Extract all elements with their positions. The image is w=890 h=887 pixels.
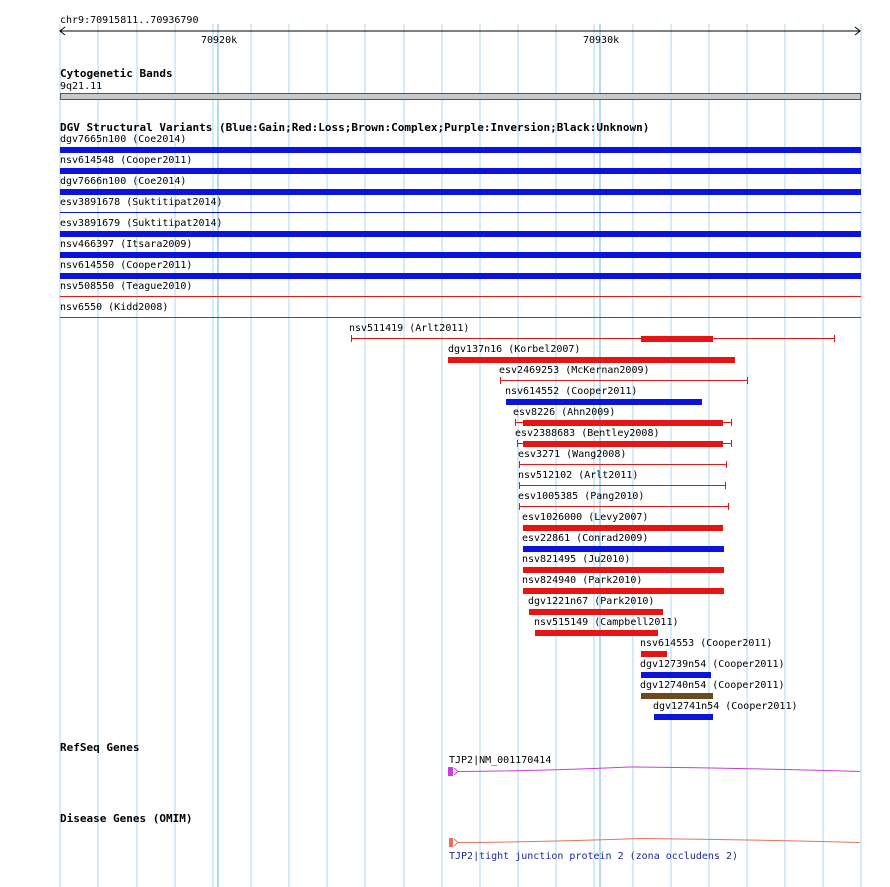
dgv-feature-cap-start[interactable]	[519, 482, 520, 489]
dgv-feature-line[interactable]	[519, 464, 726, 465]
dgv-feature-bar[interactable]	[506, 399, 702, 405]
dgv-feature-label: nsv515149 (Campbell2011)	[534, 617, 679, 628]
dgv-feature-label: nsv6550 (Kidd2008)	[60, 302, 169, 313]
dgv-feature-label: esv2388683 (Bentley2008)	[515, 428, 660, 439]
omim-gene-model[interactable]	[440, 835, 865, 851]
dgv-feature-line[interactable]	[519, 506, 728, 507]
ruler-tick-label-2: 70930k	[583, 35, 620, 46]
dgv-feature-bar[interactable]	[535, 630, 658, 636]
dgv-feature-bar[interactable]	[641, 336, 713, 342]
dgv-feature-line[interactable]	[351, 338, 834, 339]
dgv-feature-bar[interactable]	[523, 420, 723, 426]
dgv-feature-bar[interactable]	[654, 714, 713, 720]
dgv-feature-line[interactable]	[60, 296, 861, 297]
ruler-position-label: chr9:70915811..70936790	[60, 15, 199, 26]
dgv-feature-bar[interactable]	[523, 525, 723, 531]
dgv-feature-bar[interactable]	[523, 567, 724, 573]
refseq-gene-label[interactable]: TJP2|NM_001170414	[449, 755, 552, 766]
dgv-feature-label: esv8226 (Ahn2009)	[513, 407, 616, 418]
dgv-feature-bar[interactable]	[60, 231, 861, 237]
dgv-feature-bar[interactable]	[448, 357, 735, 363]
dgv-feature-cap-start[interactable]	[519, 503, 520, 510]
dgv-feature-bar[interactable]	[60, 189, 861, 195]
dgv-feature-label: esv3891678 (Suktitipat2014)	[60, 197, 223, 208]
dgv-feature-label: nsv824940 (Park2010)	[522, 575, 643, 586]
dgv-feature-label: nsv614550 (Cooper2011)	[60, 260, 193, 271]
dgv-feature-bar[interactable]	[60, 252, 861, 258]
dgv-feature-label: nsv511419 (Arlt2011)	[349, 323, 470, 334]
dgv-feature-cap-start[interactable]	[351, 335, 352, 342]
dgv-feature-cap-end[interactable]	[747, 377, 748, 384]
cytoband-track-title: Cytogenetic Bands	[60, 67, 173, 80]
dgv-feature-cap-start[interactable]	[519, 461, 520, 468]
dgv-track-title: DGV Structural Variants (Blue:Gain;Red:Loss;Brown:Complex;Purple:Inversion;Black:Unknown)	[60, 121, 650, 134]
dgv-feature-bar[interactable]	[523, 441, 723, 447]
dgv-feature-line[interactable]	[60, 317, 861, 318]
dgv-feature-cap-end[interactable]	[728, 503, 729, 510]
dgv-feature-bar[interactable]	[60, 168, 861, 174]
omim-gene-label[interactable]: TJP2|tight junction protein 2 (zona occludens 2)	[449, 851, 738, 862]
dgv-feature-label: esv3891679 (Suktitipat2014)	[60, 218, 223, 229]
dgv-feature-label: dgv1221n67 (Park2010)	[528, 596, 655, 607]
cytoband-label: 9q21.11	[60, 81, 103, 92]
dgv-feature-bar[interactable]	[523, 588, 724, 594]
refseq-track-title: RefSeq Genes	[60, 741, 140, 754]
omim-track-title: Disease Genes (OMIM)	[60, 812, 193, 825]
dgv-feature-label: nsv614548 (Cooper2011)	[60, 155, 193, 166]
dgv-feature-label: dgv12741n54 (Cooper2011)	[653, 701, 798, 712]
dgv-feature-label: dgv7666n100 (Coe2014)	[60, 176, 187, 187]
dgv-feature-label: esv22861 (Conrad2009)	[522, 533, 649, 544]
dgv-feature-label: esv3271 (Wang2008)	[518, 449, 627, 460]
dgv-feature-bar[interactable]	[60, 147, 861, 153]
dgv-feature-bar[interactable]	[641, 651, 667, 657]
dgv-feature-cap-start[interactable]	[500, 377, 501, 384]
dgv-feature-label: nsv512102 (Arlt2011)	[518, 470, 639, 481]
dgv-feature-cap-end[interactable]	[834, 335, 835, 342]
dgv-feature-cap-end[interactable]	[731, 419, 732, 426]
dgv-feature-label: dgv137n16 (Korbel2007)	[448, 344, 581, 355]
dgv-feature-cap-end[interactable]	[726, 461, 727, 468]
refseq-gene-model[interactable]	[440, 762, 865, 778]
dgv-feature-line[interactable]	[60, 212, 861, 213]
dgv-feature-line[interactable]	[500, 380, 747, 381]
dgv-feature-line[interactable]	[519, 485, 725, 486]
dgv-feature-label: nsv466397 (Itsara2009)	[60, 239, 193, 250]
dgv-feature-label: esv2469253 (McKernan2009)	[499, 365, 650, 376]
dgv-feature-bar[interactable]	[60, 273, 861, 279]
dgv-feature-bar[interactable]	[641, 693, 713, 699]
dgv-feature-label: nsv508550 (Teague2010)	[60, 281, 193, 292]
ruler-axis[interactable]	[0, 26, 890, 38]
dgv-feature-cap-start[interactable]	[515, 419, 516, 426]
dgv-feature-label: nsv614553 (Cooper2011)	[640, 638, 773, 649]
dgv-feature-bar[interactable]	[529, 609, 663, 615]
dgv-feature-label: esv1026000 (Levy2007)	[522, 512, 649, 523]
dgv-feature-label: dgv12739n54 (Cooper2011)	[640, 659, 785, 670]
cytoband-bar[interactable]	[60, 93, 861, 100]
ruler-tick-label-1: 70920k	[201, 35, 238, 46]
dgv-feature-label: dgv12740n54 (Cooper2011)	[640, 680, 785, 691]
dgv-feature-cap-end[interactable]	[731, 440, 732, 447]
dgv-feature-label: nsv614552 (Cooper2011)	[505, 386, 638, 397]
dgv-feature-bar[interactable]	[641, 672, 711, 678]
dgv-feature-bar[interactable]	[523, 546, 724, 552]
dgv-feature-label: esv1005385 (Pang2010)	[518, 491, 645, 502]
dgv-feature-cap-end[interactable]	[725, 482, 726, 489]
dgv-feature-label: nsv821495 (Ju2010)	[522, 554, 631, 565]
dgv-feature-cap-start[interactable]	[517, 440, 518, 447]
dgv-feature-label: dgv7665n100 (Coe2014)	[60, 134, 187, 145]
